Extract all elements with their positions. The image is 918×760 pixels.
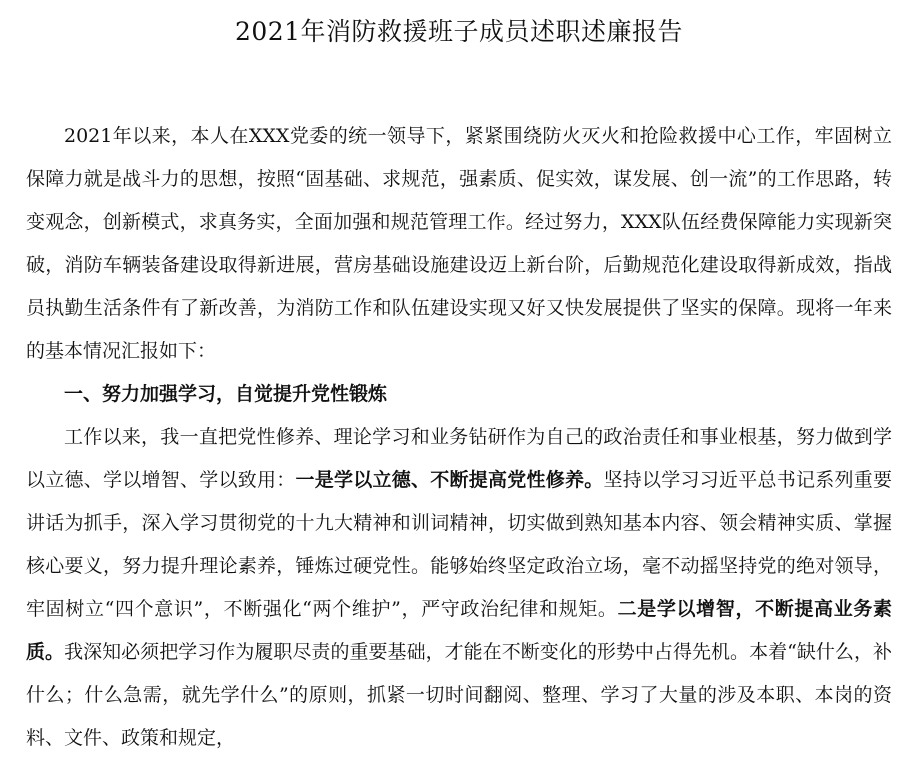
section-1-text-mid: 坚持以学习习近平总书记系列重要讲话为抓手，深入学习贯彻党的十九大精神和训词精神，切实做到熟知基本内容、领会精神实质、掌握核心要义，努力提升理论素养，锤炼过硬党性。能够始终坚定政治立场，毫不动摇坚持党的绝对领导，牢固树立“四个意识”，不断强化“两个维护”，严守政治纪律和规矩。 (26, 469, 892, 620)
point-2-bold-lead: 二是学以增智，不断提高业务素质。 (26, 598, 892, 663)
section-1-text-start: 工作以来，我一直把党性修养、理论学习和业务钻研作为自己的政治责任和事业根基，努力做到学以立德、学以增智、学以致用： (26, 426, 892, 491)
intro-paragraph: 2021年以来，本人在XXX党委的统一领导下，紧紧围绕防火灭火和抢险救援中心工作，牢固树立保障力就是战斗力的思想，按照“固基础、求规范，强素质、促实效，谋发展、创一流”的工作思路，转变观念，创新模式，求真务实，全面加强和规范管理工作。经过努力，XXX队伍经费保障能力实现新突破，消防车辆装备建设取得新进展，营房基础设施建设迈上新台阶，后勤规范化建设取得新成效，指战员执勤生活条件有了新改善，为消防工作和队伍建设实现又好又快发展提供了坚实的保障。现将一年来的基本情况汇报如下： (26, 125, 892, 362)
section-1-heading: 一、努力加强学习，自觉提升党性锻炼 (64, 383, 388, 405)
section-1-text-end: 我深知必须把学习作为履职尽责的重要基础，才能在不断变化的形势中占得先机。本着“缺什么，补什么；什么急需，就先学什么”的原则，抓紧一切时间翻阅、整理、学习了大量的涉及本职、本岗的资料、文件、政策和规定， (26, 641, 892, 749)
section-1-paragraph (26, 416, 892, 760)
document-title: 2021年消防救援班子成员述职述廉报告 (234, 17, 684, 46)
document-body (26, 115, 892, 760)
point-1-bold-lead: 一是学以立德、不断提高党性修养。 (295, 469, 604, 491)
